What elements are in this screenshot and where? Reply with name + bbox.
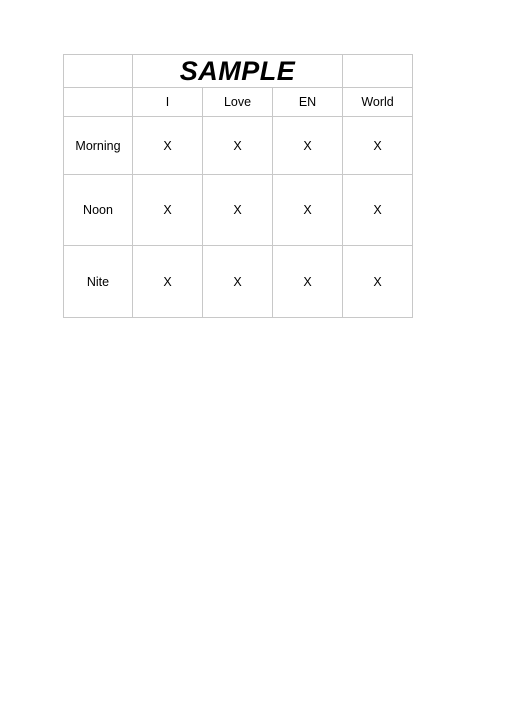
title-row (64, 55, 413, 88)
table-cell: X (133, 175, 203, 246)
row-label: Noon (64, 175, 133, 246)
empty-title-cell (343, 55, 413, 88)
column-header: World (343, 88, 413, 117)
table-cell: X (343, 175, 413, 246)
table-row (64, 175, 413, 246)
table-cell: X (203, 175, 273, 246)
table-cell: X (133, 117, 203, 175)
row-label: Nite (64, 246, 133, 318)
table-cell: X (273, 246, 343, 318)
empty-corner-cell (64, 55, 133, 88)
table-cell: X (203, 117, 273, 175)
empty-header-cell (64, 88, 133, 117)
table-row (64, 246, 413, 318)
table-cell: X (273, 117, 343, 175)
header-row (64, 88, 413, 117)
table-cell: X (273, 175, 343, 246)
table-cell: X (203, 246, 273, 318)
sample-table (63, 54, 413, 318)
table-title-cell (133, 55, 343, 88)
table-row (64, 117, 413, 175)
column-header: I (133, 88, 203, 117)
table-cell: X (343, 117, 413, 175)
table-cell: X (133, 246, 203, 318)
table-cell: X (343, 246, 413, 318)
table-title: SAMPLE (179, 55, 296, 86)
column-header: Love (203, 88, 273, 117)
column-header: EN (273, 88, 343, 117)
row-label: Morning (64, 117, 133, 175)
